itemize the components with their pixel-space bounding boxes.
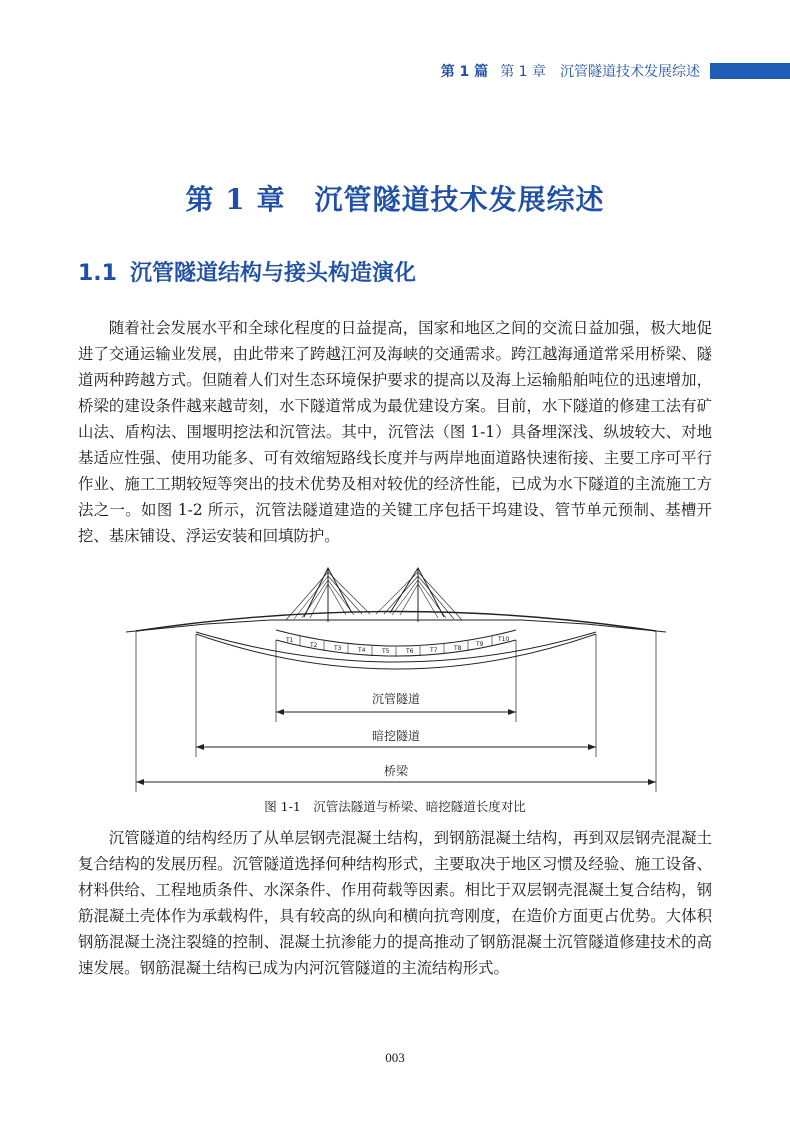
segment-label: T4 <box>358 647 366 654</box>
segment-label: T1 <box>286 637 294 644</box>
chapter-title: 第 1 章 沉管隧道技术发展综述 <box>185 183 605 216</box>
figure-caption: 图 1-1 沉管法隧道与桥梁、暗挖隧道长度对比 <box>264 799 526 814</box>
running-header <box>441 60 790 82</box>
segment-label: T2 <box>310 642 318 649</box>
figure-1-1 <box>126 562 666 802</box>
segment-label: T6 <box>406 648 414 655</box>
page-number: 003 <box>385 1050 405 1065</box>
paragraph-1: 随着社会发展水平和全球化程度的日益提高，国家和地区之间的交流日益加强，极大地促进了交通运输业发展，由此带来了跨越江河及海峡的交通需求。跨江越海通道常采用桥梁、隧道两种跨越方式。但随着人们对生态环境保护要求的提高以及海上运输船舶吨位的迅速增加，桥梁的建设条件越来越苛刻，水下隧道常成为最优建设方案。目前，水下隧道的修建工法有矿山法、盾构法、围堰明挖法和沉管法。其中，沉管法（图 1-1）具备埋深浅、纵坡较大、对地基适应性强、使用功能多、可有效缩短路线长度并与两岸地面道路快速衔接、主要工序可平行作业、施工工期较短等突出的技术优势及相对较优的经济性能，已成为水下隧道的主流施工方法之一。如图 1-2 所示，沉管法隧道建造的关键工序包括干坞建设、管节单元预制、基槽开挖、基床铺设、浮运安装和回填防护。 <box>78 319 712 545</box>
figure-diagram <box>126 562 666 802</box>
segment-label: T5 <box>382 648 390 655</box>
bridge-deck <box>136 612 656 632</box>
header-chapter: 第 1 章 沉管隧道技术发展综述 <box>500 64 700 80</box>
segment-label: T10 <box>498 636 510 643</box>
label-mined-tunnel: 暗挖隧道 <box>371 729 421 743</box>
cables-right <box>376 572 462 620</box>
header-accent-bar <box>710 63 790 79</box>
segment-label: T8 <box>454 645 462 652</box>
header-part: 第 1 篇 <box>440 64 489 80</box>
paragraph-2: 沉管隧道的结构经历了从单层钢壳混凝土结构，到钢筋混凝土结构，再到双层钢壳混凝土复合结构的发展历程。沉管隧道选择何种结构形式，主要取决于地区习惯及经验、施工设备、材料供给、工程地质条件、水深条件、作用荷载等因素。相比于双层钢壳混凝土复合结构，钢筋混凝土壳体作为承载构件，具有较高的纵向和横向抗弯刚度，在造价方面更占优势。大体积钢筋混凝土浇注裂缝的控制、混凝土抗渗能力的提高推动了钢筋混凝土沉管隧道修建技术的高速发展。钢筋混凝土结构已成为内河沉管隧道的主流结构形式。 <box>78 829 712 977</box>
section-heading: 沉管隧道结构与接头构造演化 <box>130 261 417 286</box>
segment-label: T3 <box>334 645 342 652</box>
label-immersed-tunnel: 沉管隧道 <box>371 692 421 706</box>
section-title <box>78 256 416 287</box>
label-bridge: 桥梁 <box>383 764 409 778</box>
segment-label: T9 <box>476 641 484 648</box>
section-number: 1.1 <box>78 261 117 286</box>
segment-label: T7 <box>430 647 438 654</box>
